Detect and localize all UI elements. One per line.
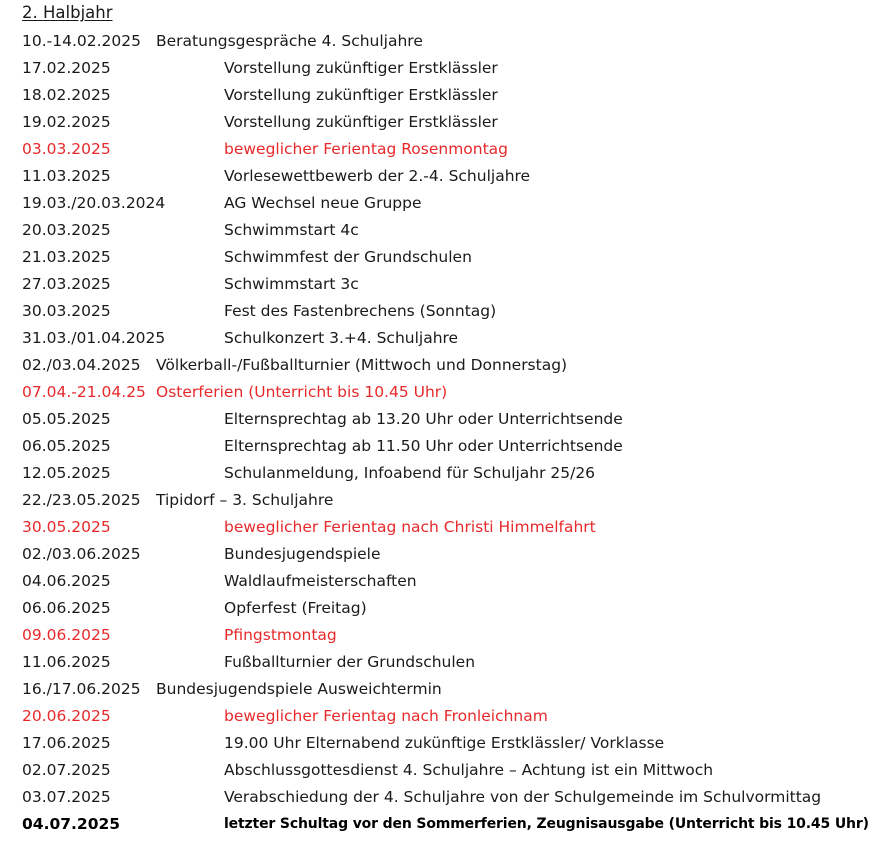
entry-description: Waldlaufmeisterschaften — [224, 572, 417, 590]
entry-date: 11.03.2025 — [22, 167, 111, 185]
entry-description: Schwimmfest der Grundschulen — [224, 248, 472, 266]
entry-date: 02./03.06.2025 — [22, 545, 141, 563]
entry-description: Bundesjugendspiele Ausweichtermin — [156, 680, 442, 698]
entry-description: Völkerball-/Fußballturnier (Mittwoch und Donnerstag) — [156, 356, 568, 374]
entry-date: 27.03.2025 — [22, 275, 111, 293]
entry-description: beweglicher Ferientag nach Fronleichnam — [224, 707, 548, 725]
entry-date: 02.07.2025 — [22, 761, 111, 779]
entry-date: 17.02.2025 — [22, 59, 111, 77]
entry-date: 19.02.2025 — [22, 113, 111, 131]
entry-date: 20.03.2025 — [22, 221, 111, 239]
entry-description: 19.00 Uhr Elternabend zukünftige Erstklässler/ Vorklasse — [224, 734, 665, 752]
entry-date: 09.06.2025 — [22, 626, 111, 644]
entry-description: Osterferien (Unterricht bis 10.45 Uhr) — [156, 383, 448, 401]
entry-date: 03.03.2025 — [22, 140, 111, 158]
entry-description: Abschlussgottesdienst 4. Schuljahre – Achtung ist ein Mittwoch — [224, 761, 714, 779]
entry-description: Vorstellung zukünftiger Erstklässler — [224, 59, 498, 77]
entry-date: 04.07.2025 — [22, 815, 121, 833]
entry-date: 06.05.2025 — [22, 437, 111, 455]
entry-description: Fest des Fastenbrechens (Sonntag) — [224, 302, 497, 320]
entry-date: 10.-14.02.2025 — [22, 32, 141, 50]
entry-date: 11.06.2025 — [22, 653, 111, 671]
entry-date: 30.05.2025 — [22, 518, 111, 536]
entry-description: Verabschiedung der 4. Schuljahre von der Schulgemeinde im Schulvormittag — [224, 788, 822, 806]
entry-description: Fußballturnier der Grundschulen — [224, 653, 476, 671]
entry-date: 17.06.2025 — [22, 734, 111, 752]
entry-description: beweglicher Ferientag nach Christi Himmelfahrt — [224, 518, 596, 536]
entry-description: Pfingstmontag — [224, 626, 337, 644]
entry-description: beweglicher Ferientag Rosenmontag — [224, 140, 509, 158]
entry-date: 05.05.2025 — [22, 410, 111, 428]
entry-description: Schulanmeldung, Infoabend für Schuljahr 25/26 — [224, 464, 596, 482]
entry-date: 12.05.2025 — [22, 464, 111, 482]
entry-date: 06.06.2025 — [22, 599, 111, 617]
entry-description: Vorlesewettbewerb der 2.-4. Schuljahre — [224, 167, 531, 185]
entry-description: Vorstellung zukünftiger Erstklässler — [224, 86, 498, 104]
entry-date: 20.06.2025 — [22, 707, 111, 725]
entry-description: Opferfest (Freitag) — [224, 599, 367, 617]
entry-date: 30.03.2025 — [22, 302, 111, 320]
entry-description: Bundesjugendspiele — [224, 545, 381, 563]
entry-description: Schulkonzert 3.+4. Schuljahre — [224, 329, 459, 347]
entry-description: Schwimmstart 4c — [224, 221, 359, 239]
entry-description: Schwimmstart 3c — [224, 275, 359, 293]
entry-date: 02./03.04.2025 — [22, 356, 141, 374]
entry-description: Tipidorf – 3. Schuljahre — [156, 491, 334, 509]
entry-date: 21.03.2025 — [22, 248, 111, 266]
entry-date: 22./23.05.2025 — [22, 491, 141, 509]
section-heading: 2. Halbjahr — [22, 3, 113, 22]
entry-date: 16./17.06.2025 — [22, 680, 141, 698]
entry-description: Vorstellung zukünftiger Erstklässler — [224, 113, 498, 131]
entry-date: 31.03./01.04.2025 — [22, 329, 166, 347]
entry-date: 03.07.2025 — [22, 788, 111, 806]
entry-description: Elternsprechtag ab 11.50 Uhr oder Unterrichtsende — [224, 437, 623, 455]
entry-date: 19.03./20.03.2024 — [22, 194, 166, 212]
entry-description: Elternsprechtag ab 13.20 Uhr oder Unterrichtsende — [224, 410, 623, 428]
entry-description: AG Wechsel neue Gruppe — [224, 194, 422, 212]
entry-date: 18.02.2025 — [22, 86, 111, 104]
entry-date: 07.04.-21.04.25 — [22, 383, 146, 401]
entry-date: 04.06.2025 — [22, 572, 111, 590]
entry-description: Beratungsgespräche 4. Schuljahre — [156, 32, 423, 50]
entry-description: letzter Schultag vor den Sommerferien, Zeugnisausgabe (Unterricht bis 10.45 Uhr) — [224, 816, 869, 832]
